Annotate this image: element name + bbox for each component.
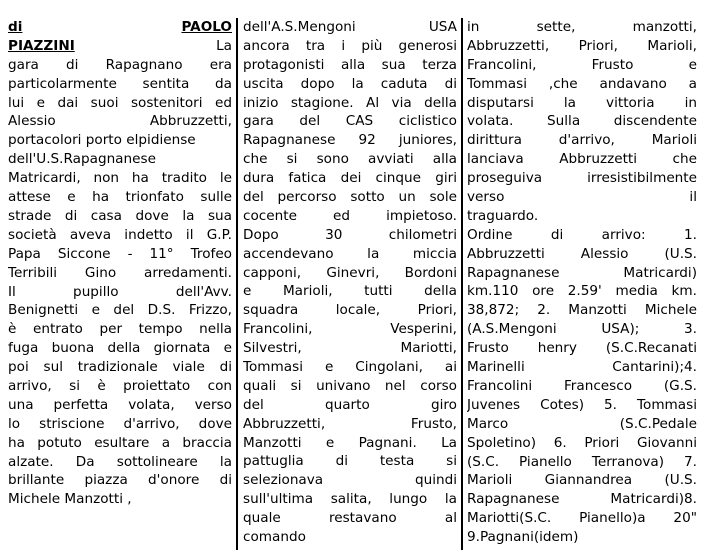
text-line [243, 169, 457, 188]
text-line [467, 396, 697, 415]
text-segment: uscita dopo la caduta di [243, 75, 457, 92]
text-line [467, 94, 697, 113]
byline-text: di [8, 19, 23, 35]
text-line [467, 301, 697, 320]
text-segment: Manzotti e Pagnani. La [243, 434, 457, 451]
text-line [467, 75, 697, 94]
text-segment: cocente ed impietoso. [243, 207, 457, 224]
text-segment: lo striscione d'arrivo, dove [8, 415, 232, 432]
text-line [467, 169, 697, 188]
text-line [467, 56, 697, 75]
text-line [243, 301, 457, 320]
text-segment: e Marioli, tutti della [243, 283, 457, 300]
text-segment: Michele Manzotti , [8, 491, 132, 508]
text-segment: una perfetta volata, verso [8, 396, 232, 413]
text-line [8, 188, 232, 207]
text-segment: lanciava Abbruzzetti che [467, 151, 697, 168]
text-line [467, 131, 697, 150]
text-segment: Francolini Francesco (G.S. [467, 377, 697, 394]
text-segment: 9.Pagnani(idem) [467, 529, 579, 546]
text-segment: Terribili Gino arredamenti. [8, 264, 232, 281]
text-line [8, 396, 232, 415]
text-line [467, 188, 697, 207]
text-line [467, 37, 697, 56]
text-line [8, 169, 232, 188]
text-line [8, 415, 232, 434]
text-line [243, 112, 457, 131]
column-divider [461, 18, 463, 550]
text-segment: arrivo, si è proiettato con [8, 377, 232, 394]
text-line [243, 207, 457, 226]
text-segment: Francolini, Frusto e [467, 56, 697, 73]
text-line [243, 452, 457, 471]
text-line [8, 18, 232, 37]
text-segment: verso il [467, 189, 697, 206]
byline-text: PAOLO [181, 19, 232, 35]
text-line [8, 131, 232, 150]
text-line [243, 94, 457, 113]
text-line [467, 264, 697, 283]
text-segment: Dopo 30 chilometri [243, 226, 457, 243]
text-line [467, 434, 697, 453]
column-divider [236, 18, 238, 550]
text-line [8, 75, 232, 94]
text-line [243, 56, 457, 75]
text-segment: disputarsi la vittoria in [467, 94, 697, 111]
text-line [467, 112, 697, 131]
text-segment: squadra locale, Priori, [243, 302, 457, 319]
text-line [467, 320, 697, 339]
text-segment: Rapagnanese Matricardi) [467, 264, 697, 281]
text-line [243, 471, 457, 490]
text-line [8, 56, 232, 75]
text-line [467, 226, 697, 245]
text-segment: km.110 ore 2.59' media km. [467, 283, 697, 300]
text-segment: accendevano la miccia [243, 245, 457, 262]
text-segment: Abbruzzetti, Priori, Marioli, [467, 37, 697, 54]
text-line [467, 339, 697, 358]
text-line [243, 282, 457, 301]
text-line [8, 150, 232, 169]
text-segment: gara del CAS ciclistico [243, 113, 457, 130]
text-line [467, 453, 697, 472]
text-segment: Rapagnanese 92 juniores, [243, 132, 457, 149]
text-segment: Tommasi e Cingolani, ai [243, 359, 457, 376]
text-line [8, 226, 232, 245]
text-line [8, 37, 232, 56]
text-segment: del quarto giro [243, 396, 457, 413]
text-segment: Mariotti(S.C. Pianello)a 20" [467, 510, 697, 527]
text-line [8, 112, 232, 131]
text-segment: 38,872; 2. Manzotti Michele [467, 302, 697, 319]
text-segment: Papa Siccone - 11° Trofeo [8, 245, 232, 262]
text-segment: Francolini, Vesperini, [243, 321, 457, 338]
text-line [467, 471, 697, 490]
text-segment: dell'A.S.Mengoni USA [243, 19, 457, 35]
text-line [8, 301, 232, 320]
text-line [8, 245, 232, 264]
text-line [243, 37, 457, 56]
text-segment: Matricardi, non ha tradito le [8, 170, 232, 187]
text-line [467, 150, 697, 169]
text-line [243, 75, 457, 94]
text-segment: dura fatica dei cinque giri [243, 170, 457, 187]
text-line [243, 377, 457, 396]
text-segment: attese e ha trionfato sulle [8, 189, 232, 206]
text-line [243, 150, 457, 169]
text-line [243, 226, 457, 245]
article-column-1 [8, 18, 232, 509]
text-segment: Frusto henry (S.C.Recanati [467, 340, 697, 357]
text-segment: Ordine di arrivo: 1. [467, 226, 697, 243]
text-segment: quali si univano nel corso [243, 377, 457, 394]
text-segment: Marco (S.C.Pedale [467, 415, 697, 432]
text-segment: sull'ultima salita, lungo la [243, 491, 457, 508]
text-line [243, 528, 457, 547]
text-segment: Benignetti e del D.S. Frizzo, [8, 302, 232, 319]
text-segment: quale restavano al [243, 510, 457, 527]
text-line [243, 415, 457, 434]
text-segment: (A.S.Mengoni USA); 3. [467, 321, 697, 338]
text-line [467, 358, 697, 377]
text-line [467, 415, 697, 434]
text-line [8, 377, 232, 396]
text-segment: lui e dai suoi sostenitori ed [8, 94, 232, 111]
text-line [8, 453, 232, 472]
text-segment: Abbruzzetti, Frusto, [243, 415, 457, 432]
text-segment: ha potuto esultare a braccia [8, 434, 232, 451]
text-line [8, 434, 232, 453]
text-line [467, 509, 697, 528]
text-line [8, 358, 232, 377]
text-line [243, 490, 457, 509]
text-line [8, 471, 232, 490]
article-column-3 [467, 18, 697, 547]
text-segment: che si sono avviati alla [243, 151, 457, 168]
text-line [243, 396, 457, 415]
text-line [243, 264, 457, 283]
text-segment: alzate. Da sottolineare la [8, 453, 232, 470]
text-segment: volata. Sulla discendente [467, 113, 697, 130]
text-segment: Rapagnanese Matricardi)8. [467, 491, 697, 508]
text-segment: del percorso sotto un sole [243, 189, 457, 206]
text-line [467, 245, 697, 264]
text-line [467, 490, 697, 509]
text-segment: dell'U.S.Rapagnanese [8, 151, 156, 168]
text-segment: ancora tra i più generosi [243, 37, 457, 54]
text-segment: Marioli Giannandrea (U.S. [467, 472, 697, 489]
text-segment: Abbruzzetti Alessio (U.S. [467, 245, 697, 262]
text-segment: strade di casa dove la sua [8, 207, 232, 224]
text-segment: Marinelli Cantarini);4. [467, 359, 697, 376]
text-segment: Silvestri, Mariotti, [243, 340, 457, 357]
text-segment: protagonisti alla sua terza [243, 56, 457, 73]
text-segment: gara di Rapagnano era [8, 56, 232, 73]
text-line [243, 358, 457, 377]
text-line [243, 18, 457, 37]
text-segment: La [216, 37, 232, 54]
text-segment: pattuglia di testa si [243, 453, 457, 470]
text-segment: Alessio Abbruzzetti, [8, 113, 232, 130]
text-line [243, 339, 457, 358]
text-line [8, 490, 232, 509]
text-segment: comando [243, 529, 306, 546]
text-line [467, 528, 697, 547]
text-segment: società aveva indetto il G.P. [8, 226, 232, 243]
text-line [243, 509, 457, 528]
text-segment: dirittura d'arrivo, Marioli [467, 132, 697, 149]
text-segment: traguardo. [467, 207, 539, 224]
text-line [8, 94, 232, 113]
text-segment: (S.C. Pianello Terranova) 7. [467, 453, 697, 470]
text-segment: Spoletino) 6. Priori Giovanni [467, 434, 697, 451]
text-line [243, 434, 457, 453]
text-segment: Juvenes Cotes) 5. Tommasi [467, 396, 697, 413]
text-line [243, 245, 457, 264]
text-segment: brillante piazza d'onore di [8, 472, 232, 489]
text-line [8, 320, 232, 339]
text-line [243, 188, 457, 207]
text-segment: portacolori porto elpidiense [8, 132, 196, 149]
article-column-2 [243, 18, 457, 547]
text-segment: particolarmente sentita da [8, 75, 232, 92]
text-segment: poi sul tradizionale viale di [8, 359, 232, 376]
text-line [467, 282, 697, 301]
text-segment: Il pupillo dell'Avv. [8, 283, 232, 300]
text-line [467, 18, 697, 37]
text-segment: inizio stagione. Al via della [243, 94, 457, 111]
text-segment: proseguiva irresistibilmente [467, 170, 697, 187]
text-segment: Tommasi ,che andavano a [467, 75, 697, 92]
text-segment: in sette, manzotti, [467, 19, 697, 35]
text-line [243, 320, 457, 339]
text-segment: fuga buona della giornata e [8, 340, 232, 357]
text-line [467, 377, 697, 396]
text-segment: capponi, Ginevri, Bordoni [243, 264, 457, 281]
text-line [8, 264, 232, 283]
text-segment: è entrato per tempo nella [8, 321, 232, 338]
text-line [8, 339, 232, 358]
text-line [8, 283, 232, 302]
text-line [8, 207, 232, 226]
text-segment: selezionava quindi [243, 472, 457, 489]
text-line [467, 207, 697, 226]
byline-text: PIAZZINI [8, 37, 75, 54]
text-line [243, 131, 457, 150]
